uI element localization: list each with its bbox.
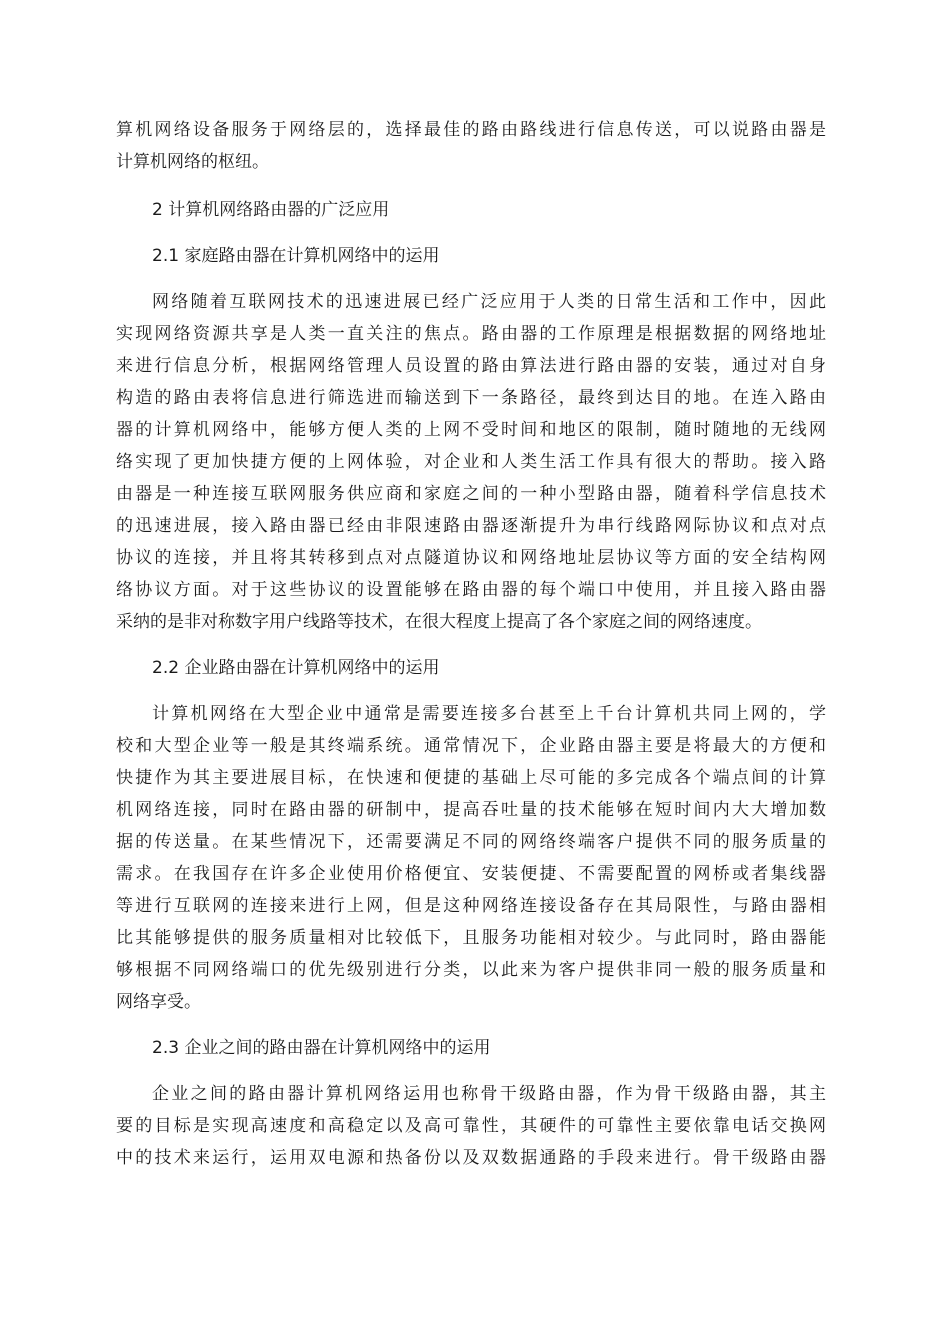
paragraph-line: 比其能够提供的服务质量相对比较低下，且服务功能相对较少。与此同时，路由器能 <box>116 928 826 948</box>
paragraph-line: 够根据不同网络端口的优先级别进行分类，以此来为客户提供非同一般的服务质量和 <box>116 960 826 980</box>
paragraph-line: 实现网络资源共享是人类一直关注的焦点。路由器的工作原理是根据数据的网络地址 <box>116 324 826 344</box>
paragraph-line: 算机网络设备服务于网络层的，选择最佳的路由路线进行信息传送，可以说路由器是 <box>116 120 826 140</box>
paragraph-line: 器的计算机网络中，能够方便人类的上网不受时间和地区的限制，随时随地的无线网 <box>116 420 826 440</box>
paragraph-line: 协议的连接，并且将其转移到点对点隧道协议和网络地址层协议等方面的安全结构网 <box>116 548 826 568</box>
paragraph-line: 企业之间的路由器计算机网络运用也称骨干级路由器，作为骨干级路由器，其主 <box>152 1084 826 1104</box>
paragraph-line: 络协议方面。对于这些协议的设置能够在路由器的每个端口中使用，并且接入路由器 <box>116 580 826 600</box>
document-page <box>116 114 826 1174</box>
paragraph-line: 等进行互联网的连接来进行上网，但是这种网络连接设备存在其局限性，与路由器相 <box>116 896 826 916</box>
paragraph-line: 网络随着互联网技术的迅速进展已经广泛应用于人类的日常生活和工作中，因此 <box>152 292 826 312</box>
subsection-heading: 2.2 企业路由器在计算机网络中的运用 <box>152 658 440 678</box>
paragraph-line: 机网络连接，同时在路由器的研制中，提高吞吐量的技术能够在短时间内大大增加数 <box>116 800 826 820</box>
paragraph-line: 采纳的是非对称数字用户线路等技术，在很大程度上提高了各个家庭之间的网络速度。 <box>116 612 762 632</box>
intro-paragraph <box>116 114 826 178</box>
paragraph-line: 的迅速进展，接入路由器已经由非限速路由器逐渐提升为串行线路网际协议和点对点 <box>116 516 826 536</box>
section-2-1-paragraph <box>116 286 826 638</box>
paragraph-line: 络实现了更加快捷方便的上网体验，对企业和人类生活工作具有很大的帮助。接入路 <box>116 452 826 472</box>
paragraph-line: 网络享受。 <box>116 992 201 1012</box>
paragraph-line: 需求。在我国存在许多企业使用价格便宜、安装便捷、不需要配置的网桥或者集线器 <box>116 864 826 884</box>
paragraph-line: 来进行信息分析，根据网络管理人员设置的路由算法进行路由器的安装，通过对自身 <box>116 356 826 376</box>
paragraph-line: 据的传送量。在某些情况下，还需要满足不同的网络终端客户提供不同的服务质量的 <box>116 832 826 852</box>
paragraph-line: 校和大型企业等一般是其终端系统。通常情况下，企业路由器主要是将最大的方便和 <box>116 736 826 756</box>
paragraph-line: 计算机网络在大型企业中通常是需要连接多台甚至上千台计算机共同上网的，学 <box>152 704 826 724</box>
paragraph-line: 计算机网络的枢纽。 <box>116 152 269 172</box>
subsection-heading: 2.1 家庭路由器在计算机网络中的运用 <box>152 246 440 266</box>
section-2-3-paragraph <box>116 1078 826 1174</box>
paragraph-line: 快捷作为其主要进展目标，在快速和便捷的基础上尽可能的多完成各个端点间的计算 <box>116 768 826 788</box>
section-heading: 2 计算机网络路由器的广泛应用 <box>152 200 390 220</box>
paragraph-line: 构造的路由表将信息进行筛选进而输送到下一条路径，最终到达目的地。在连入路由 <box>116 388 826 408</box>
subsection-heading: 2.3 企业之间的路由器在计算机网络中的运用 <box>152 1038 491 1058</box>
paragraph-line: 中的技术来运行，运用双电源和热备份以及双数据通路的手段来进行。骨干级路由器 <box>116 1148 826 1168</box>
paragraph-line: 要的目标是实现高速度和高稳定以及高可靠性，其硬件的可靠性主要依靠电话交换网 <box>116 1116 826 1136</box>
section-2-2-paragraph <box>116 698 826 1018</box>
paragraph-line: 由器是一种连接互联网服务供应商和家庭之间的一种小型路由器，随着科学信息技术 <box>116 484 826 504</box>
